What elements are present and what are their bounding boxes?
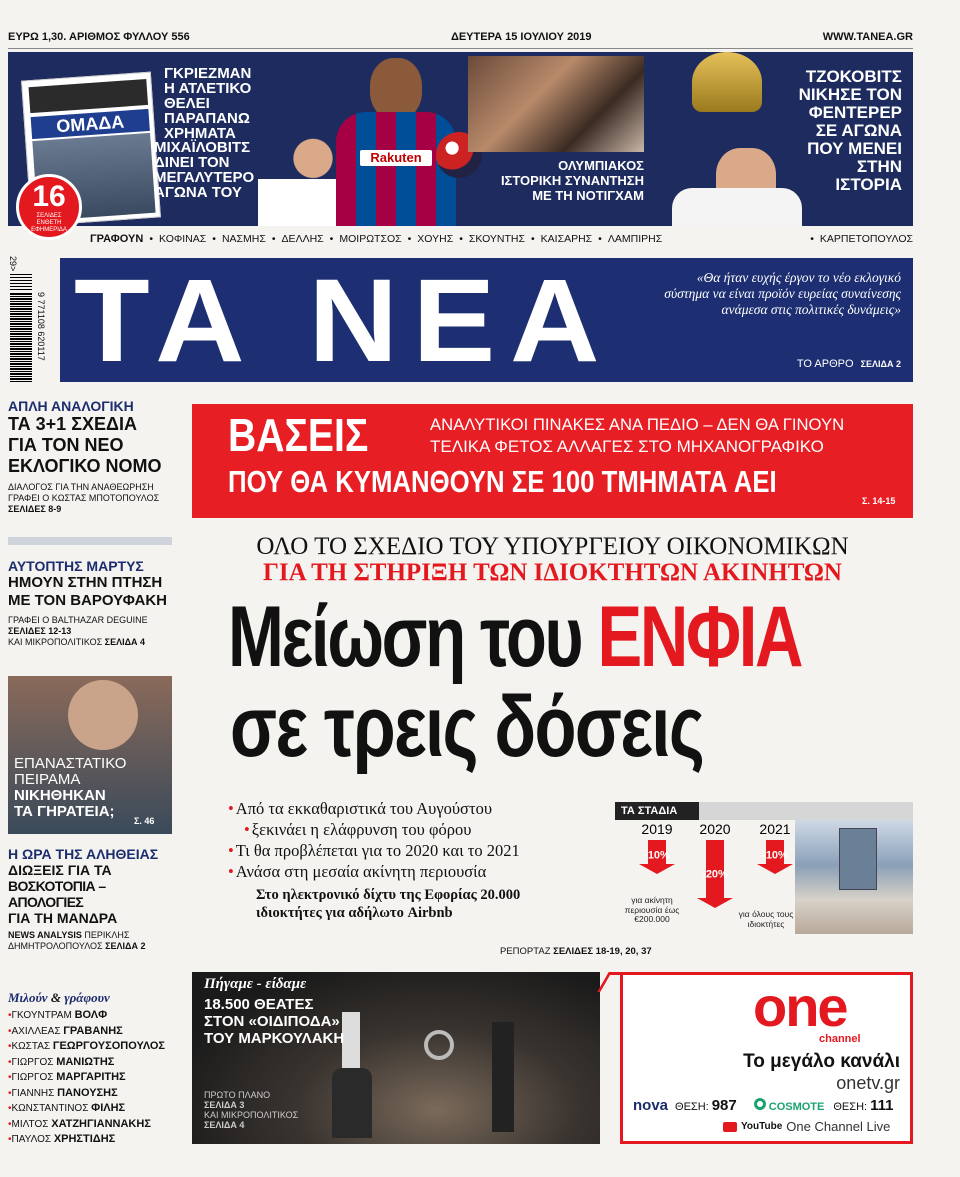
insert-badge bbox=[16, 174, 82, 240]
youtube-icon bbox=[723, 1122, 737, 1132]
vaseis-pages: Σ. 14-15 bbox=[862, 496, 896, 506]
story-electoral[interactable]: ΑΠΛΗ ΑΝΑΛΟΓΙΚΗ ΤΑ 3+1 ΣΧΕΔΙΑ ΓΙΑ ΤΟΝ ΝΕΟ ΕΚΛΟΓΙΚΟ ΝΟΜΟ ΔΙΑΛΟΓΟΣ ΓΙΑ ΤΗΝ ΑΝΑΘΕΩΡΗΣΗ ΓΡΑΦΕΙ Ο ΚΩΣΤΑΣ ΜΠΟΤΟΠΟΥΛΟΣ ΣΕΛΙΔΕΣ 8-9 bbox=[8, 398, 162, 514]
chart-year-label: 2019 bbox=[641, 821, 673, 837]
chart-year-label: 2021 bbox=[759, 821, 791, 837]
story-varoufakis[interactable]: ΑΥΤΟΠΤΗΣ ΜΑΡΤΥΣ ΗΜΟΥΝ ΣΤΗΝ ΠΤΗΣΗ ΜΕ ΤΟΝ ΒΑΡΟΥΦΑΚΗ ΓΡΑΦΕΙ Ο BALTHAZAR DEGUINE ΣΕΛΙΔΕΣ 12-13 ΚΑΙ ΜΙΚΡΟΠΟΛΙΤΙΚΟΣ ΣΕΛΙΔΑ 4 bbox=[8, 558, 167, 647]
editorial-link[interactable]: ΤΟ ΑΡΘΡΟ ΣΕΛΙΔΑ 2 bbox=[796, 358, 901, 370]
barcode-digits: 9 771108 620117 bbox=[36, 292, 46, 361]
main-kicker-2: ΓΙΑ ΤΗ ΣΤΗΡΙΞΗ ΤΩΝ ΙΔΙΟΚΤΗΤΩΝ ΑΚΙΝΗΤΩΝ bbox=[262, 559, 842, 586]
chart-year-label: 2020 bbox=[699, 821, 731, 837]
contributor-item: •ΚΩΝΣΤΑΝΤΙΝΟΣ ΦΙΛΗΣ bbox=[8, 1102, 126, 1114]
website-link[interactable]: WWW.TANEA.GR bbox=[822, 31, 913, 43]
editorial-quote: «Θα ήταν ευχής έργον το νέο εκλογικό σύστημα να είναι προϊόν ευρείας συναίνεσης ανάμεσα στις πολιτικές δυνάμεις» bbox=[664, 270, 901, 317]
contributor-item: •ΚΩΣΤΑΣ ΓΕΩΡΓΟΥΣΟΠΟΥΛΟΣ bbox=[8, 1040, 166, 1052]
main-headline[interactable]: Μείωση του ΕΝΦΙΑ σε τρεις δόσεις bbox=[228, 589, 802, 775]
story-ageing[interactable]: ΕΠΑΝΑΣΤΑΤΙΚΟ ΠΕΙΡΑΜΑ ΝΙΚΗΘΗΚΑΝ ΤΑ ΓΗΡΑΤΕΙΑ; Σ. 46 bbox=[8, 676, 172, 834]
olympiakos-photo bbox=[468, 56, 644, 152]
one-logo: one bbox=[753, 975, 847, 1038]
chart-value-label: -20% bbox=[702, 868, 728, 881]
chart-svg bbox=[615, 820, 805, 934]
price-issue: ΕΥΡΩ 1,30. ΑΡΙΘΜΟΣ ΦΥΛΛΟΥ 556 bbox=[8, 31, 190, 43]
trophy-icon bbox=[692, 52, 762, 112]
vaseis-word: ΒΑΣΕΙΣ bbox=[228, 409, 369, 461]
vaseis-subtitle-1: ΑΝΑΛΥΤΙΚΟΙ ΠΙΝΑΚΕΣ ΑΝΑ ΠΕΔΙΟ – ΔΕΝ ΘΑ ΓΙΝΟΥΝ bbox=[430, 415, 845, 434]
djokovic-photo bbox=[652, 52, 812, 226]
report-pages: ΡΕΠΟΡΤΑΖ ΣΕΛΙΔΕΣ 18-19, 20, 37 bbox=[500, 946, 652, 957]
michailovits-teaser[interactable]: ΜΙΧΑΪΛΟΒΙΤΣ ΔΙΝΕΙ ΤΟΝ ΜΕΓΑΛΥΤΕΡΟ ΑΓΩΝΑ ΤΟΥ bbox=[154, 139, 255, 201]
chart-value-label: -10% bbox=[644, 849, 670, 862]
vaseis-line-2: ΠΟΥ ΘΑ ΚΥΜΑΝΘΟΥΝ ΣΕ 100 ΤΜΗΜΑΤΑ ΑΕΙ bbox=[228, 464, 777, 499]
oedipus-story[interactable]: Πήγαμε - είδαμε 18.500 ΘΕΑΤΕΣ ΣΤΟΝ «ΟΙΔΙΠΟΔΑ» ΤΟΥ ΜΑΡΚΟΥΛΑΚΗ ΠΡΩΤΟ ΠΛΑΝΟ ΣΕΛΙΔΑ 3 ΚΑΙ ΜΙΚΡΟΠΟΛΙΤΙΚΟΣ ΣΕΛΙΔΑ 4 bbox=[192, 972, 600, 1144]
contributor-item: •ΓΚΟΥΝΤΡΑΜ ΒΟΛΦ bbox=[8, 1009, 108, 1021]
one-channel-ad[interactable]: one channel Το μεγάλο κανάλι onetv.gr nova ΘΕΣΗ: 987 COSMOTE ΘΕΣΗ: 111 YouTube One Channel Live bbox=[620, 972, 913, 1144]
chart-annotation: για όλους τους ιδιοκτήτες bbox=[738, 909, 794, 929]
masthead bbox=[60, 255, 913, 387]
omada-logo: ΟΜΑΔΑ bbox=[31, 109, 150, 139]
griezmann-teaser[interactable]: ΓΚΡΙΕΖΜΑΝ Η ΑΤΛΕΤΙΚΟ ΘΕΛΕΙ ΠΑΡΑΠΑΝΩ ΧΡΗΜΑΤΑ bbox=[164, 65, 252, 142]
badge-text: ΣΕΛΙΔΕΣ ΕΝΘΕΤΗ ΕΦΗΜΕΡΙΔΑ bbox=[31, 213, 67, 233]
writers-strip: ΓΡΑΦΟΥΝ • ΚΟΦΙΝΑΣ • ΝΑΣΜΗΣ • ΔΕΛΛΗΣ • ΜΟΙΡΩΤΣΟΣ • ΧΟΥΗΣ • ΣΚΟΥΝΤΗΣ • ΚΑΙΣΑΡΗΣ • ΛΑΜΠΙΡΗΣ • ΚΑΡΠΕΤΟΠΟΥΛΟΣ bbox=[90, 233, 913, 245]
badge-number: 16 bbox=[32, 180, 66, 213]
elderly-photo bbox=[68, 680, 138, 750]
issue-date: ΔΕΥΤΕΡΑ 15 ΙΟΥΛΙΟΥ 2019 bbox=[450, 31, 592, 43]
chart-title: ΤΑ ΣΤΑΔΙΑ bbox=[615, 802, 699, 820]
olympiakos-teaser[interactable]: ΟΛΥΜΠΙΑΚΟΣ ΙΣΤΟΡΙΚΗ ΣΥΝΑΝΤΗΣΗ ΜΕ ΤΗ ΝΟΤΙΓΧΑΜ bbox=[500, 158, 644, 203]
writers-label: ΓΡΑΦΟΥΝ bbox=[90, 233, 144, 245]
nova-logo: nova bbox=[633, 1097, 669, 1114]
contributor-item: •ΓΙΩΡΓΟΣ ΜΑΡΓΑΡΙΤΗΣ bbox=[8, 1071, 126, 1083]
vaseis-subtitle-2: ΤΕΛΙΚΑ ΦΕΤΟΣ ΑΛΛΑΓΕΣ ΣΤΟ ΜΗΧΑΝΟΓΡΑΦΙΚΟ bbox=[430, 437, 824, 456]
contributor-item: •ΓΙΩΡΓΟΣ ΜΑΝΙΩΤΗΣ bbox=[8, 1055, 115, 1068]
cosmote-icon bbox=[754, 1098, 766, 1110]
djokovic-teaser[interactable]: ΤΖΟΚΟΒΙΤΣ ΝΙΚΗΣΕ ΤΟΝ ΦΕΝΤΕΡΕΡ ΣΕ ΑΓΩΝΑ ΠΟΥ ΜΕΝΕΙ ΣΤΗΝ ΙΣΤΟΡΙΑ bbox=[798, 67, 902, 194]
story-truth[interactable]: Η ΩΡΑ ΤΗΣ ΑΛΗΘΕΙΑΣ ΔΙΩΞΕΙΣ ΓΙΑ ΤΑ ΒΟΣΚΟΤΟΠΙΑ – ΑΠΟΛΟΓΙΕΣ ΓΙΑ ΤΗ ΜΑΝΔΡΑ NEWS ANALYSIS ΠΕΡΙΚΛΗΣ ΔΗΜΗΤΡΟΛΟΠΟΥΛΟΣ ΣΕΛΙΔΑ 2 bbox=[8, 846, 159, 951]
contributor-item: •ΓΙΑΝΝΗΣ ΠΑΝΟΥΣΗΣ bbox=[8, 1086, 118, 1099]
city-photo bbox=[795, 820, 913, 934]
main-kicker-1: ΟΛΟ ΤΟ ΣΧΕΔΙΟ ΤΟΥ ΥΠΟΥΡΓΕΙΟΥ ΟΙΚΟΝΟΜΙΚΩΝ bbox=[256, 533, 849, 560]
contributor-item: •ΑΧΙΛΛΕΑΣ ΓΡΑΒΑΝΗΣ bbox=[8, 1024, 123, 1037]
vaseis-banner[interactable] bbox=[192, 404, 913, 518]
chart-annotation: για ακίνητη περιουσία έως €200.000 bbox=[624, 895, 680, 924]
stages-chart bbox=[615, 802, 913, 934]
barcode-issue: 29> bbox=[8, 256, 18, 272]
chart-value-label: -10% bbox=[762, 849, 788, 862]
shirt-sponsor: Rakuten bbox=[360, 150, 432, 166]
top-bar bbox=[8, 28, 913, 46]
contributor-item: •ΜΙΛΤΟΣ ΧΑΤΖΗΓΙΑΝΝΑΚΗΣ bbox=[8, 1117, 151, 1130]
newspaper-logo[interactable]: ΤΑ ΝΕΑ bbox=[74, 255, 615, 387]
barcode bbox=[6, 256, 46, 386]
main-bullets: • Από τα εκκαθαριστικά του Αυγούστου • ξεκινάει η ελάφρυνση του φόρου • Τι θα προβλέπεται για το 2020 και το 2021 • Ανάσα στη μεσαία ακίνητη περιουσία Στο ηλεκτρονικό δίχτυ της Εφορίας 20.000 ιδιοκτήτες για αδήλωτο Airbnb bbox=[228, 798, 608, 922]
contributors-list: Μιλούν & γράφουν •ΓΚΟΥΝΤΡΑΜ ΒΟΛΦ •ΑΧΙΛΛΕΑΣ ΓΡΑΒΑΝΗΣ •ΚΩΣΤΑΣ ΓΕΩΡΓΟΥΣΟΠΟΥΛΟΣ •ΓΙΩΡΓΟΣ ΜΑΝΙΩΤΗΣ •ΓΙΩΡΓΟΣ ΜΑΡΓΑΡΙΤΗΣ •ΓΙΑΝΝΗΣ ΠΑΝΟΥΣΗΣ •ΚΩΝΣΤΑΝΤΙΝΟΣ ΦΙΛΗΣ •ΜΙΛΤΟΣ ΧΑΤΖΗΓΙΑΝΝΑΚΗΣ •ΠΑΥΛΟΣ ΧΡΗΣΤΙΔΗΣ bbox=[8, 990, 176, 1150]
skybox bbox=[8, 52, 913, 233]
contributor-item: •ΠΑΥΛΟΣ ΧΡΗΣΤΙΔΗΣ bbox=[8, 1133, 116, 1145]
divider bbox=[8, 537, 172, 545]
divider bbox=[8, 48, 913, 49]
